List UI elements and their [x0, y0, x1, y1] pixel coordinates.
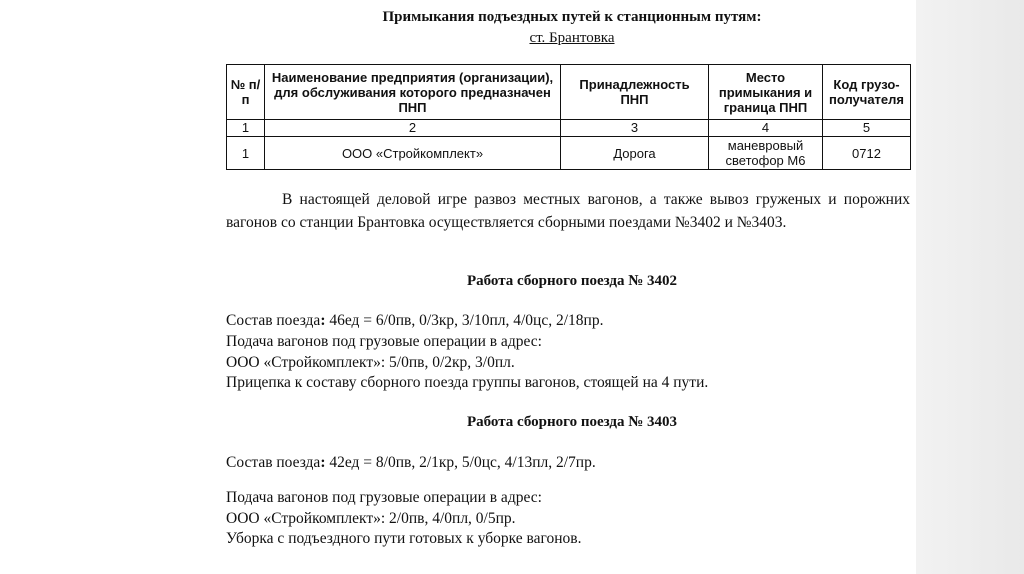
text-line: Подача вагонов под грузовые операции в адрес:: [226, 489, 542, 506]
table-cell: Дорога: [561, 137, 709, 170]
composition-value: 46ед = 6/0пв, 0/3кр, 3/10пл, 4/0цс, 2/18пр.: [325, 312, 604, 329]
table-cell: 1: [227, 137, 265, 170]
composition-colon: :: [320, 454, 326, 471]
composition-label: Состав поезда: [226, 312, 321, 329]
intro-paragraph: В настоящей деловой игре развоз местных вагонов, а также вывоз груженых и порожних вагонов со станции Брантовка осуществляется сборными поездами №3402 и №3403.: [226, 191, 910, 231]
table-cell: 0712: [823, 137, 911, 170]
table-cell: ООО «Стройкомплект»: [265, 137, 561, 170]
text-line: Уборка с подъездного пути готовых к уборке вагонов.: [226, 530, 582, 547]
column-index: 1: [227, 120, 265, 137]
station-name: ст. Брантовка: [529, 30, 615, 46]
text-line: Прицепка к составу сборного поезда группы вагонов, стоящей на 4 пути.: [226, 374, 709, 391]
column-header: Принадлежность ПНП: [561, 65, 709, 120]
column-header: Наименование предприятия (организации), для обслуживания которого предназначен ПНП: [265, 65, 561, 120]
column-index: 5: [823, 120, 911, 137]
siding-table: [226, 64, 911, 170]
composition-line-3403: [226, 454, 596, 472]
text-line: ООО «Стройкомплект»: 5/0пв, 0/2кр, 3/0пл.: [226, 354, 515, 371]
column-header: № п/п: [227, 65, 265, 120]
column-index: 2: [265, 120, 561, 137]
section-heading-3402: Работа сборного поезда № 3402: [466, 273, 678, 289]
column-header: Место примыкания и граница ПНП: [709, 65, 823, 120]
column-index: 4: [709, 120, 823, 137]
column-index-row: [227, 120, 911, 137]
composition-label: Состав поезда: [226, 454, 321, 471]
composition-line-3402: [226, 312, 603, 330]
composition-colon: :: [320, 312, 326, 329]
table-row: [227, 137, 911, 170]
section-heading-3403: Работа сборного поезда № 3403: [466, 414, 678, 430]
composition-value: 42ед = 8/0пв, 2/1кр, 5/0цс, 4/13пл, 2/7пр.: [325, 454, 596, 471]
text-line: Подача вагонов под грузовые операции в адрес:: [226, 333, 542, 350]
column-index: 3: [561, 120, 709, 137]
table-header-row: [227, 65, 911, 120]
column-header: Код грузо-получателя: [823, 65, 911, 120]
table-cell: маневровый светофор М6: [709, 137, 823, 170]
right-margin-strip: [916, 0, 1024, 574]
text-line: ООО «Стройкомплект»: 2/0пв, 4/0пл, 0/5пр.: [226, 510, 516, 527]
page-title: Примыкания подъездных путей к станционным путям:: [382, 9, 762, 25]
